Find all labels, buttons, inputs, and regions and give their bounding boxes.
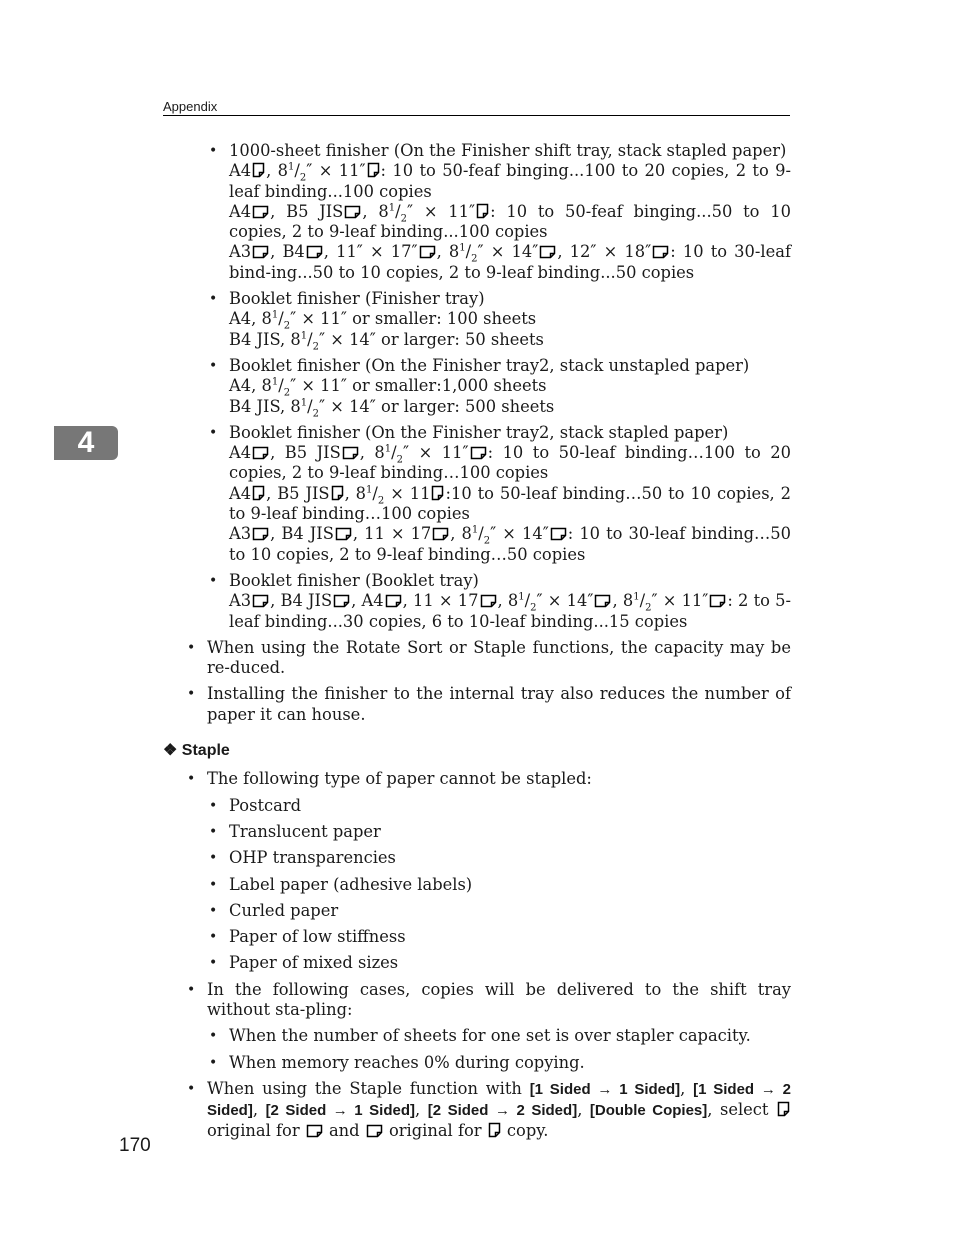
portrait-paper-icon	[431, 485, 444, 501]
sub-list-item	[163, 875, 791, 895]
bullet-icon: •	[209, 929, 218, 946]
mode-label: [1 Sided → 2 Sided]	[207, 1080, 791, 1120]
landscape-paper-icon	[252, 245, 269, 259]
item-title: Booklet finisher (On the Finisher tray2, stack stapled paper)	[229, 422, 729, 442]
sub-list-item	[163, 953, 791, 973]
note-text: When using the Staple function with [1 Sided → 1 Sided], [1 Sided → 2 Sided], [2 Sided → 1 Sided], [2 Sided → 2 Sided], [Double Copies], select original for and original for copy.	[207, 1078, 791, 1141]
capacity-line: A3 , B4 JIS , 11 × 17 , $8^1/_2'' \times 14''$ : 10 to 30-leaf binding…50 to 10 copies, 2 to 9-leaf binding…50 copies	[229, 524, 792, 564]
landscape-paper-icon	[385, 594, 402, 608]
bullet-icon: •	[209, 291, 218, 308]
header-section-label: Appendix	[163, 99, 218, 114]
capacity-line: A3 , B4 , 11″ × 17″ , $8^1/_2'' \times 14''$ , 12″ × 18″ : 10 to 30-leaf bind-ing...50 to 10 copies, 2 to 9-leaf binding...50 copies	[229, 242, 791, 282]
portrait-paper-icon	[777, 1101, 790, 1117]
item-title: Booklet finisher (On the Finisher tray2, stack unstapled paper)	[229, 355, 750, 375]
bullet-icon: •	[209, 876, 218, 893]
sub-list-item	[163, 848, 791, 868]
chapter-tab: 4	[54, 426, 118, 460]
capacity-line: A3 , B4 JIS , A4 , 11 × 17 , $8^1/_2'' \times 14''$ , $8^1/_2'' \times 11''$ : 2 to 5-leaf binding...30 copies, 6 to 10-leaf binding...15 copies	[229, 591, 792, 631]
bullet-icon: •	[209, 797, 218, 814]
bullet-icon: •	[209, 1028, 218, 1045]
running-header	[163, 96, 790, 116]
list-item	[163, 423, 791, 565]
sub-list-item	[163, 901, 791, 921]
bullet-icon: •	[187, 639, 196, 656]
landscape-paper-icon	[709, 594, 726, 608]
page-number: 170	[119, 1135, 151, 1156]
portrait-paper-icon	[367, 162, 380, 178]
landscape-paper-icon	[333, 594, 350, 608]
landscape-paper-icon	[306, 1124, 323, 1138]
landscape-paper-icon	[594, 594, 611, 608]
sub-list-item	[163, 1026, 791, 1046]
landscape-paper-icon	[252, 205, 269, 219]
section-heading-text: Staple	[181, 742, 230, 760]
bullet-icon: •	[209, 955, 218, 972]
landscape-paper-icon	[419, 245, 436, 259]
capacity-line: A4 , B5 JIS , $8^1/_2'' \times 11''$ : 10 to 50-feaf binging...50 to 10 copies, 2 to 9-leaf binding...100 copies	[229, 201, 792, 242]
diamond-bullet-icon: ❖	[163, 742, 178, 760]
bullet-icon: •	[187, 771, 196, 788]
capacity-line: A4, $8^1/_2'' \times 11''$ or smaller: 100 sheets	[229, 309, 537, 332]
page-body	[163, 141, 791, 1148]
portrait-paper-icon	[476, 203, 489, 219]
portrait-paper-icon	[331, 485, 344, 501]
item-title: Booklet finisher (Booklet tray)	[229, 570, 479, 590]
landscape-paper-icon	[252, 446, 269, 460]
paper-type: Curled paper	[229, 900, 339, 920]
list-item	[163, 289, 791, 350]
landscape-paper-icon	[342, 446, 359, 460]
bullet-icon: •	[209, 1054, 218, 1071]
note-text: In the following cases, copies will be delivered to the shift tray without sta-pling:	[207, 979, 791, 1019]
bullet-icon: •	[209, 572, 218, 589]
list-item	[163, 141, 791, 283]
landscape-paper-icon	[652, 245, 669, 259]
bullet-icon: •	[209, 850, 218, 867]
landscape-paper-icon	[335, 527, 352, 541]
note-text: Installing the finisher to the internal tray also reduces the number of paper it can house.	[207, 684, 791, 724]
paper-type: OHP transparencies	[229, 848, 396, 868]
paper-type: Label paper (adhesive labels)	[229, 874, 473, 894]
portrait-paper-icon	[252, 485, 265, 501]
bullet-icon: •	[209, 902, 218, 919]
landscape-paper-icon	[550, 527, 567, 541]
landscape-paper-icon	[344, 205, 361, 219]
bullet-icon: •	[187, 981, 196, 998]
shift-case: When memory reaches 0% during copying.	[229, 1052, 585, 1072]
landscape-paper-icon	[252, 594, 269, 608]
capacity-line: A4 , B5 JIS , $8^1/_2'' \times 11''$ : 10 to 50-leaf binding…100 to 20 copies, 2 to 9-leaf binding…100 copies	[229, 443, 792, 483]
landscape-paper-icon	[480, 594, 497, 608]
list-item	[163, 684, 791, 725]
landscape-paper-icon	[470, 446, 487, 460]
sub-list-item	[163, 796, 791, 816]
bullet-icon: •	[187, 686, 196, 703]
landscape-paper-icon	[252, 527, 269, 541]
landscape-paper-icon	[432, 527, 449, 541]
capacity-line: B4 JIS, $8^1/_2'' \times 14''$ or larger: 50 sheets	[229, 329, 544, 352]
shift-case: When the number of sheets for one set is over stapler capacity.	[229, 1026, 751, 1046]
paper-type: Translucent paper	[229, 821, 381, 841]
mode-label: [Double Copies]	[589, 1102, 708, 1120]
mode-label: [1 Sided → 1 Sided]	[529, 1080, 681, 1098]
sub-list-item	[163, 822, 791, 842]
bullet-icon: •	[209, 424, 218, 441]
list-item	[163, 356, 791, 417]
item-title: Booklet finisher (Finisher tray)	[229, 289, 485, 309]
note-text: When using the Rotate Sort or Staple functions, the capacity may be re-duced.	[207, 637, 791, 678]
item-title: 1000-sheet finisher (On the Finisher shift tray, stack stapled paper)	[229, 141, 787, 160]
capacity-line: A4 , $8^1/_2'' \times 11''$ : 10 to 50-feaf binging...100 to 20 copies, 2 to 9-leaf binding...100 copies	[229, 161, 791, 201]
paper-type: Paper of low stiffness	[229, 927, 406, 947]
landscape-paper-icon	[539, 245, 556, 259]
landscape-paper-icon	[366, 1124, 383, 1138]
sub-list-item	[163, 1053, 791, 1073]
capacity-line: A4, $8^1/_2'' \times 11''$ or smaller:1,000 sheets	[229, 376, 547, 399]
list-item	[163, 638, 791, 679]
bullet-icon: •	[187, 1080, 196, 1097]
note-text: The following type of paper cannot be stapled:	[207, 769, 592, 789]
paper-type: Postcard	[229, 795, 302, 815]
capacity-line: B4 JIS, $8^1/_2'' \times 14''$ or larger: 500 sheets	[229, 396, 555, 419]
bullet-icon: •	[209, 823, 218, 840]
list-item	[163, 980, 791, 1021]
list-item	[163, 571, 791, 632]
bullet-icon: •	[209, 357, 218, 374]
list-item	[163, 1079, 791, 1142]
capacity-line: A4 , B5 JIS , $8^1/_2 \times 11$ :10 to 50-leaf binding…50 to 10 copies, 2 to 9-leaf binding…100 copies	[229, 483, 791, 524]
paper-type: Paper of mixed sizes	[229, 953, 399, 973]
bullet-icon: •	[209, 143, 218, 159]
portrait-paper-icon	[488, 1122, 501, 1138]
mode-label: [2 Sided → 1 Sided]	[265, 1102, 416, 1120]
sub-list-item	[163, 927, 791, 947]
section-heading	[163, 741, 791, 761]
list-item	[163, 769, 791, 789]
portrait-paper-icon	[252, 162, 265, 178]
landscape-paper-icon	[306, 245, 323, 259]
mode-label: [2 Sided → 2 Sided]	[427, 1102, 578, 1120]
